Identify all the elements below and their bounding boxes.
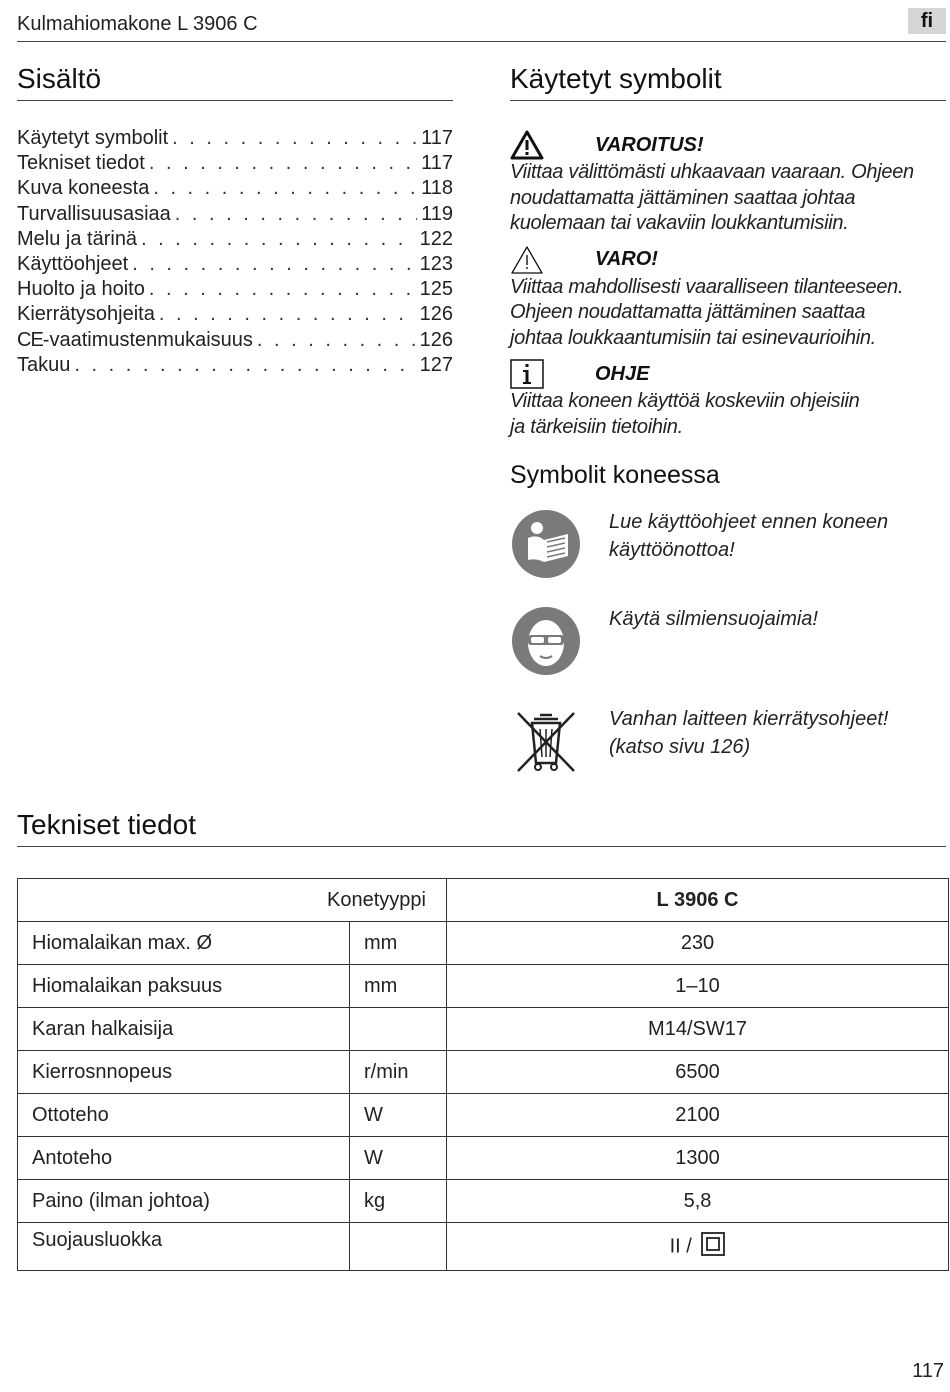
warning-triangle-bold-icon [510,130,544,160]
spec-unit: W [350,1094,447,1137]
note-label: OHJE [595,362,650,385]
toc-leader-dots [172,127,417,150]
toc-item[interactable] [17,127,453,152]
toc-item-page: 127 [419,353,453,376]
table-row [18,1137,949,1180]
spec-name: Kierrosnnopeus [18,1051,350,1094]
toc-heading: Sisältö [17,63,102,94]
language-badge: fi [908,8,946,34]
tech-heading-divider [17,846,946,847]
symbols-section [510,60,946,777]
machine-symbol-item [510,508,946,605]
caution-text-line: Ohjeen noudattamatta jättäminen saattaa [510,301,866,323]
read-manual-icon [510,508,582,580]
toc-item-page: 117 [421,152,453,175]
warning-block [510,130,946,237]
warning-text-line: noudattamatta jättäminen saattaa johtaa [510,186,856,209]
toc-item[interactable] [17,228,453,253]
toc-item-page: 119 [421,202,453,225]
spec-unit [350,1008,447,1051]
toc-item-label: Käyttöohjeet [17,252,129,275]
toc-item[interactable] [17,303,453,328]
ce-mark-icon: CE [17,328,43,351]
table-row [18,1008,949,1051]
spec-value: 1300 [447,1137,949,1180]
toc-item-label: Tekniset tiedot [17,152,145,175]
table-row [18,965,949,1008]
toc-item-page: 122 [419,227,453,250]
toc-item[interactable] [17,329,453,354]
toc-leader-dots [149,278,416,301]
symbols-heading-divider [510,100,946,101]
toc-leader-dots [74,354,415,377]
caution-text-line: johtaa loukkaantumisiin tai esinevaurioihin. [510,326,876,349]
machine-symbol-text-line: (katso sivu 126) [609,736,751,758]
document-title: Kulmahiomakone L 3906 C [17,13,258,35]
double-insulation-icon [701,1232,725,1262]
machine-symbol-text-line: Vanhan laitteen kierrätysohjeet! [609,708,889,730]
toc-item-page: 118 [421,177,453,200]
toc-leader-dots [257,329,416,352]
warning-triangle-icon [510,245,544,275]
note-head [510,359,946,389]
note-text-line: ja tärkeisiin tietoihin. [510,415,683,438]
toc-item-label: Turvallisuusasiaa [17,202,171,225]
warning-text-line: kuolemaan tai vakaviin loukkantumisiin. [510,212,849,234]
machine-symbol-text [609,605,818,633]
toc-leader-dots [159,303,416,326]
spec-unit: r/min [350,1051,447,1094]
machine-symbol-text-line: käyttöönottoa! [609,539,735,561]
spec-name: Antoteho [18,1137,350,1180]
spec-unit: mm [350,922,447,965]
eye-protection-icon [510,605,582,677]
spec-name: Hiomalaikan paksuus [18,965,350,1008]
toc-item[interactable] [17,177,453,202]
table-row [18,1051,949,1094]
toc-item[interactable] [17,354,453,379]
machine-symbol-text-line: Käytä silmiensuojaimia! [609,608,818,630]
toc-item-label: Takuu [17,353,71,376]
spec-name: Karan halkaisija [18,1008,350,1051]
toc-heading-divider [17,100,453,101]
toc-leader-dots [141,228,416,251]
toc-item-label: Huolto ja hoito [17,278,145,301]
toc-item-label: Kierrätysohjeita [17,303,155,326]
spec-name: Suojausluokka [18,1223,350,1271]
machine-symbol-text-line: Lue käyttöohjeet ennen koneen [609,511,889,533]
info-icon [510,359,544,389]
spec-value: 6500 [447,1051,949,1094]
page-number: 117 [912,1360,944,1382]
spec-table [17,878,949,1271]
table-row [18,1180,949,1223]
header-divider [17,41,946,42]
toc-item[interactable] [17,203,453,228]
machine-symbol-item [510,605,946,705]
toc-leader-dots [132,253,415,276]
toc-leader-dots [149,152,417,175]
spec-value: 2100 [447,1094,949,1137]
warning-label: VAROITUS! [595,133,704,156]
spec-name: Hiomalaikan max. Ø [18,922,350,965]
toc-item-label [17,329,253,352]
note-block [510,359,946,440]
spec-value: II / [669,1234,692,1257]
note-text-line: Viittaa koneen käyttöä koskeviin ohjeisiin [510,390,860,412]
toc-item-label: Käytetyt symbolit [17,127,169,149]
crossed-bin-icon [510,705,582,777]
spec-unit [350,1223,447,1271]
toc-leader-dots [153,177,417,200]
toc-leader-dots [175,203,417,226]
caution-head [510,245,946,275]
table-row [18,1094,949,1137]
toc-item-page: 117 [421,127,453,149]
table-row [18,1223,949,1271]
machine-symbols-heading: Symbolit koneessa [510,461,720,489]
warning-head [510,130,946,160]
warning-text [510,160,946,237]
note-text [510,389,946,440]
spec-value: 230 [447,922,949,965]
spec-unit: kg [350,1180,447,1223]
tech-heading: Tekniset tiedot [17,809,196,840]
machine-symbol-text [609,705,888,761]
spec-value: M14/SW17 [447,1008,949,1051]
warning-text-line: Viittaa välittömästi uhkaavaan vaaraan. Ohjeen [510,161,914,183]
toc-item-page: 125 [419,278,453,301]
toc-item[interactable] [17,278,453,303]
spec-value-cell [447,1223,949,1271]
symbols-heading: Käytetyt symbolit [510,63,722,94]
caution-text [510,275,946,352]
machine-symbol-text [609,508,888,564]
machine-symbol-item [510,705,946,777]
toc-item-label-text: -vaatimustenmukaisuus [42,328,253,351]
spec-value: 1–10 [447,965,949,1008]
machine-model: L 3906 C [447,879,949,922]
toc-item-page: 123 [419,252,453,275]
caution-block [510,245,946,352]
toc-list [17,127,453,379]
toc-item-page: 126 [419,328,453,351]
spec-value: 5,8 [447,1180,949,1223]
toc-section [17,60,453,379]
spec-name: Paino (ilman johtoa) [18,1180,350,1223]
spec-name: Ottoteho [18,1094,350,1137]
spec-unit: W [350,1137,447,1180]
caution-text-line: Viittaa mahdollisesti vaaralliseen tilanteeseen. [510,275,904,298]
toc-item[interactable] [17,253,453,278]
spec-header-row [18,879,949,922]
toc-item[interactable] [17,152,453,177]
machine-type-label: Konetyyppi [18,879,447,922]
spec-unit: mm [350,965,447,1008]
toc-item-label: Kuva koneesta [17,177,150,200]
toc-item-label: Melu ja tärinä [17,227,138,250]
toc-item-page: 126 [419,303,453,326]
table-row [18,922,949,965]
caution-label: VARO! [595,248,658,270]
